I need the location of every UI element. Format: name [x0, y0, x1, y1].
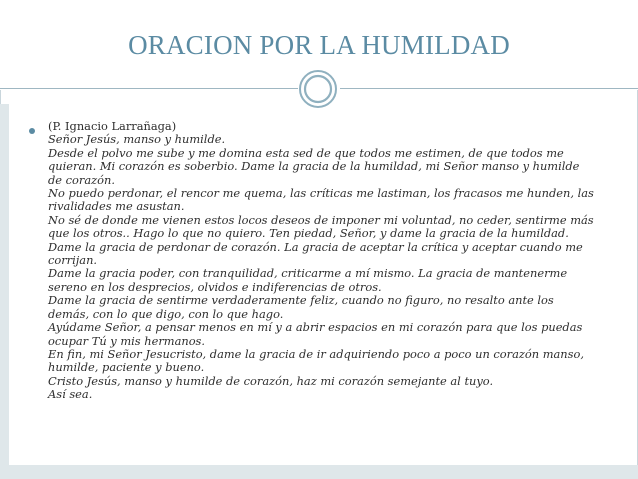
title-rule-left — [0, 88, 298, 89]
prayer-line: Señor Jesús, manso y humilde. — [48, 132, 226, 147]
double-circle-ornament-icon — [298, 69, 338, 109]
prayer-line: No puedo perdonar, el rencor me quema, las críticas me lastiman, los fracasos me hunden, las — [48, 186, 594, 201]
prayer-line: Así sea. — [48, 387, 93, 402]
prayer-line: Dame la gracia poder, con tranquilidad, criticarme a mí mismo. La gracia de mantenerme — [48, 266, 568, 281]
bottom-band — [9, 465, 638, 479]
prayer-line: quieran. Mi corazón es soberbio. Dame la gracia de la humildad, mi Señor manso y humilde — [48, 159, 580, 174]
left-side-band — [0, 104, 9, 479]
prayer-line: Desde el polvo me sube y me domina esta sed de que todos me estimen, de que todos me — [48, 145, 564, 160]
prayer-line: Dame la gracia de sentirme verdaderamente feliz, cuando no figuro, no resalto ante los — [48, 293, 554, 308]
prayer-line: rivalidades me asustan. — [48, 199, 185, 214]
prayer-line: que los otros.. Hago lo que no quiero. Ten piedad, Señor, y dame la gracia de la humildad. — [48, 226, 569, 241]
prayer-line: demás, con lo que digo, con lo que hago. — [48, 306, 284, 321]
prayer-line: corrijan. — [48, 253, 98, 268]
prayer-line: No sé de donde me vienen estos locos deseos de imponer mi voluntad, no ceder, sentirme más — [48, 212, 594, 227]
round-bullet-icon — [29, 128, 35, 134]
prayer-line: En fin, mi Señor Jesucristo, dame la gracia de ir adquiriendo poco a poco un corazón manso, — [48, 346, 584, 361]
title-rule-right — [340, 88, 638, 89]
prayer-line: Ayúdame Señor, a pensar menos en mí y a abrir espacios en mi corazón para que los puedas — [48, 320, 583, 335]
prayer-line: Dame la gracia de perdonar de corazón. La gracia de aceptar la crítica y aceptar cuando me — [48, 239, 583, 254]
prayer-line: sereno en los desprecios, olvidos e indiferencias de otros. — [48, 279, 382, 294]
author-line: (P. Ignacio Larrañaga) — [48, 119, 177, 133]
prayer-line: de corazón. — [48, 172, 115, 187]
prayer-line: ocupar Tú y mis hermanos. — [48, 333, 206, 348]
prayer-line: Cristo Jesús, manso y humilde de corazón, haz mi corazón semejante al tuyo. — [48, 373, 494, 388]
slide-title: ORACION POR LA HUMILDAD — [128, 30, 510, 60]
prayer-line: humilde, paciente y bueno. — [48, 360, 205, 375]
prayer-body — [48, 120, 608, 402]
